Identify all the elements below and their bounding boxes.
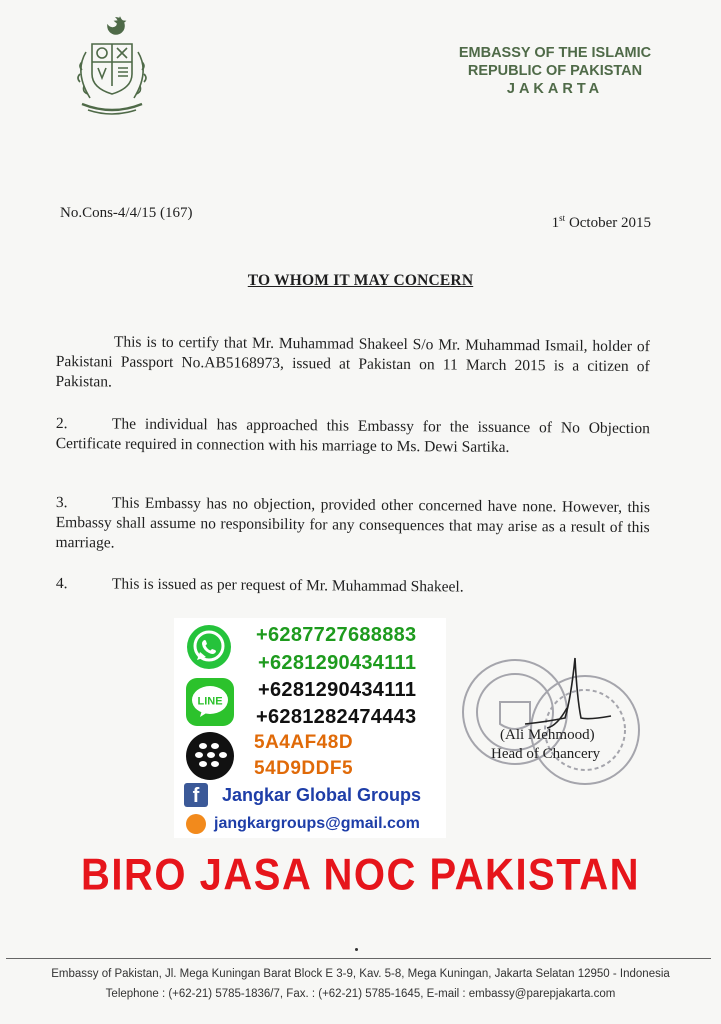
paragraph-4-number: 4. (55, 574, 68, 593)
paragraph-3-text: This Embassy has no objection, provided other concerned have none. However, this Embassy shall assume no responsibility for any consequences that may arise as a result of this marriage. (55, 494, 650, 552)
facebook-icon: f (184, 783, 208, 807)
footer-address: Embassy of Pakistan, Jl. Mega Kuningan Barat Block E 3-9, Kav. 5-8, Mega Kuningan, Jakarta Selatan 12950 - Indonesia (51, 968, 670, 980)
date-day: 1 (551, 215, 560, 231)
embassy-header-line2: REPUBLIC OF PAKISTAN (467, 63, 643, 79)
letter-date (552, 213, 651, 232)
footer-divider (6, 958, 711, 959)
line-icon-text: LINE (197, 695, 223, 708)
whatsapp-icon (184, 622, 234, 672)
date-rest: October 2015 (565, 215, 651, 231)
paragraph-4-text: This is issued as per request of Mr. Muhammad Shakeel. (111, 575, 464, 596)
paragraph-4 (56, 574, 650, 599)
paragraph-1-text: This is to certify that Mr. Muhammad Shakeel S/o Mr. Muhammad Ismail, holder of Pakistani Passport No.AB5168973, issued at Pakistan on 11 March 2015 is a citizen of Pakistan. (55, 333, 650, 391)
paragraph-3-number: 3. (55, 493, 68, 512)
contact-ad-box (174, 618, 446, 838)
pakistan-emblem-icon (62, 12, 162, 120)
stray-dot (355, 948, 358, 951)
bbm-pin-1[interactable]: 5A4AF48D (254, 732, 354, 753)
paragraph-2 (56, 414, 650, 459)
facebook-link[interactable]: Jangkar Global Groups (222, 785, 422, 805)
paragraph-1 (55, 332, 650, 397)
letter-title (0, 272, 721, 290)
blackberry-icon (184, 730, 236, 782)
signatory-name: (Ali Mehmood) (500, 727, 595, 743)
signatory-title: Head of Chancery (491, 746, 601, 762)
embassy-stamp-icon (455, 650, 645, 800)
promo-banner: BIRO JASA NOC PAKISTAN (81, 850, 640, 900)
reference-number: No.Cons-4/4/15 (167) (60, 205, 193, 221)
date-suffix: st (559, 213, 566, 223)
line-icon (184, 676, 236, 728)
paragraph-3 (55, 493, 650, 558)
embassy-header (425, 44, 685, 98)
bbm-pin-2[interactable]: 54D9DDF5 (254, 758, 354, 779)
paragraph-2-number: 2. (55, 414, 68, 433)
letter-title-text: TO WHOM IT MAY CONCERN (247, 272, 474, 289)
line-number-1[interactable]: +6281290434111 (258, 679, 417, 701)
line-number-2[interactable]: +6281282474443 (256, 706, 417, 728)
embassy-header-line3: JAKARTA (506, 81, 604, 97)
embassy-header-line1: EMBASSY OF THE ISLAMIC (458, 45, 652, 61)
email-icon (186, 814, 206, 834)
footer-contact: Telephone : (+62-21) 5785-1836/7, Fax. : (+62-21) 5785-1645, E-mail : embassy@parepjakarta.com (105, 988, 616, 1000)
email-link[interactable]: jangkargroups@gmail.com (214, 815, 420, 832)
whatsapp-number-1[interactable]: +6287727688883 (256, 624, 417, 646)
paragraph-2-text: The individual has approached this Embassy for the issuance of No Objection Certificate required in connection with his marriage to Ms. Dewi Sartika. (55, 415, 650, 456)
whatsapp-number-2[interactable]: +6281290434111 (258, 652, 417, 674)
